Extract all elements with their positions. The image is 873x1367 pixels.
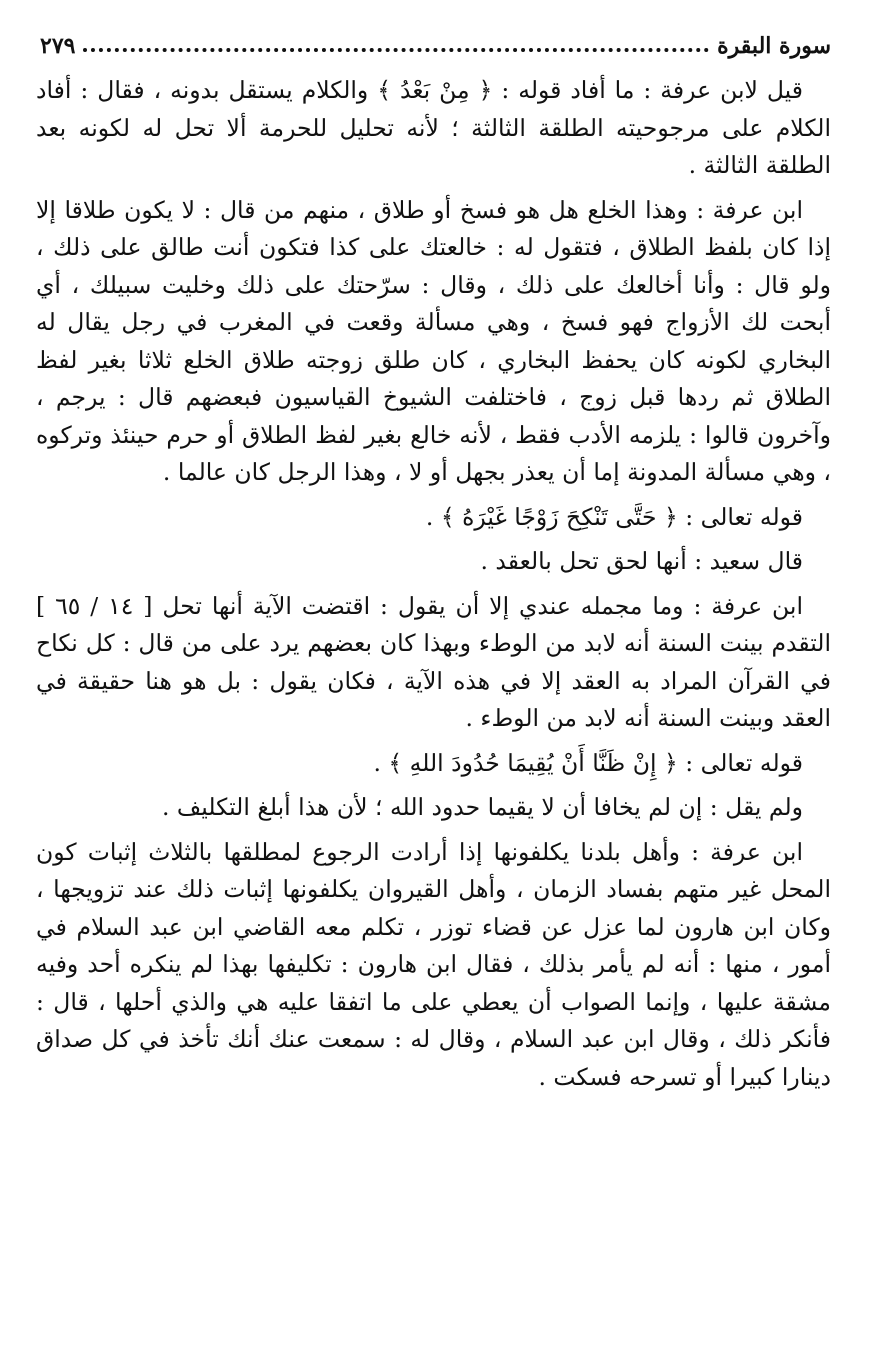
paragraph-6: ابن عرفة : وأهل بلدنا يكلفونها إذا أرادت الرجوع لمطلقها بالثلاث إثبات كون المحل غير متهم بفساد الزمان ، وأهل القيروان يكلفونها إثبات ذلك عند تزويجها ، وكان ابن هارون لما عزل عن قضاء توزر ، تكلم معه القاضي ابن عبد السلام في أمور ، منها : أنه لم يأمر بذلك ، فقال ابن هارون : تكليفها بهذا لم ينكره أحد وفيه مشقة عليها ، وإنما الصواب أن يعطي على ما اتفقا عليه هي والذي أحلها ، قال : فأنكر ذلك ، وقال ابن عبد السلام ، وقال له : سمعت عنك أنك تأخذ في كل صداق دينارا كبيرا أو تسرحه فسكت .: [36, 837, 831, 1091]
paragraph-4: ابن عرفة : وما مجمله عندي إلا أن يقول : اقتضت الآية أنها تحل [ ١٤ / ٦٥ ] التقدم بينت السنة أنه لابد من الوطء وبهذا كان بعضهم يرد على من قال : كل نكاح في القرآن المراد به العقد إلا في هذه الآية ، فكان يقول : بل هو هنا حقيقة في العقد وبينت السنة أنه لابد من الوطء .: [36, 591, 831, 732]
paragraph-2: ابن عرفة : وهذا الخلع هل هو فسخ أو طلاق ، منهم من قال : لا يكون طلاقا إلا إذا كان بلفظ الطلاق ، فتقول له : خالعتك على كذا فتكون أنت طالق على ذلك ، ولو قال : وأنا أخالعك على ذلك ، وقال : سرّحتك على ذلك وخليت سبيلك ، أي أبحت لك الأزواج فهو فسخ ، وهي مسألة وقعت في المغرب في رجل يقال له البخاري لكونه كان يحفظ البخاري ، كان طلق زوجته طلاق الخلع ثلاثا بغير لفظ الطلاق ثم ردها قبل زوج ، فاختلفت الشيوخ القياسيون فبعضهم قال : يرجم ، وآخرون قالوا : يلزمه الأدب فقط ، لأنه خالع بغير لفظ الطلاق أو حرم حينئذ وتركوه ، وهي مسألة المدونة إما أن يعذر بجهل أو لا ، وهذا الرجل كان عالما .: [36, 195, 831, 486]
page-number: ٢٧٩: [40, 33, 76, 59]
running-header: [40, 28, 831, 64]
surah-title: سورة البقرة: [717, 33, 831, 59]
verse-quote-2: قوله تعالى : ﴿ إِنْ ظَنَّا أَنْ يُقِيمَا حُدُودَ اللهِ ﴾ .: [373, 748, 803, 777]
paragraph-1: قيل لابن عرفة : ما أفاد قوله : ﴿ مِنْ بَعْدُ ﴾ والكلام يستقل بدونه ، فقال : أفاد الكلام على مرجوحيته الطلقة الثالثة ؛ لأنه تحليل للحرمة ألا تحل له لكونه بعد الطلقة الثالثة .: [36, 76, 831, 179]
page-body: [36, 72, 831, 1103]
verse-quote-1: قوله تعالى : ﴿ حَتَّى تَنْكِحَ زَوْجًا غَيْرَهُ ﴾ .: [425, 502, 803, 531]
paragraph-5: ولم يقل : إن لم يخافا أن لا يقيما حدود الله ؛ لأن هذا أبلغ التكليف .: [161, 793, 803, 821]
paragraph-3: قال سعيد : أنها لحق تحل بالعقد .: [480, 547, 803, 575]
dotted-leader: [83, 48, 709, 52]
